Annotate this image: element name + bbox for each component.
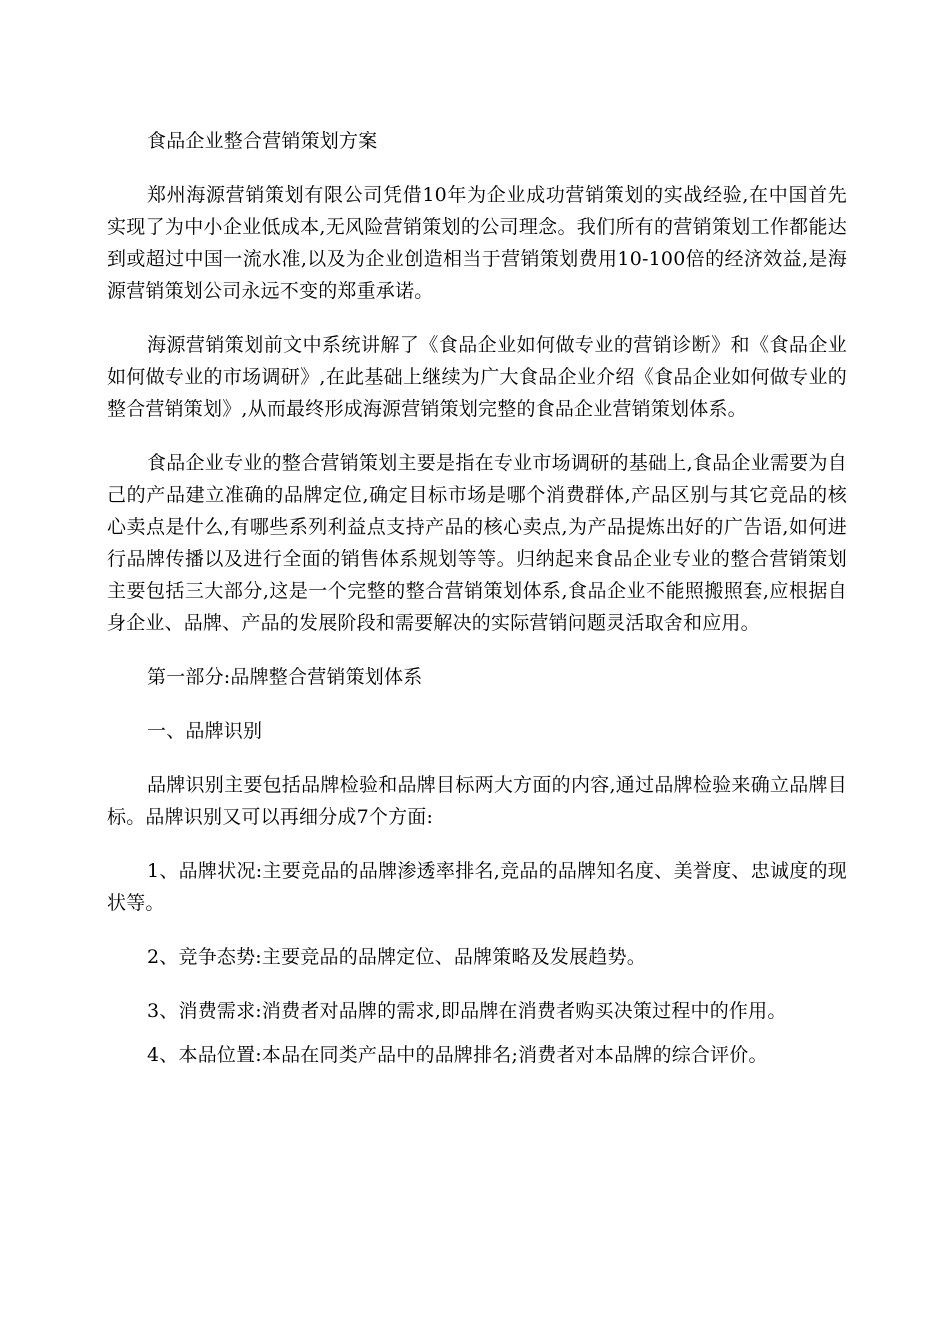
- paragraph-overview: 食品企业专业的整合营销策划主要是指在专业市场调研的基础上,食品企业需要为自己的产品建立准确的品牌定位,确定目标市场是哪个消费群体,产品区别与其它竞品的核心卖点是什么,有哪些系列利益点支持产品的核心卖点,为产品提炼出好的广告语,如何进行品牌传播以及进行全面的销售体系规划等等。归纳起来食品企业专业的整合营销策划主要包括三大部分,这是一个完整的整合营销策划体系,食品企业不能照搬照套,应根据自身企业、品牌、产品的发展阶段和需要解决的实际营销问题灵活取舍和应用。: [107, 452, 847, 634]
- part-heading: 第一部分:品牌整合营销策划体系: [147, 666, 423, 688]
- list-item: 1、品牌状况:主要竞品的品牌渗透率排名,竞品的品牌知名度、美誉度、忠诚度的现状等。: [107, 860, 847, 914]
- list-item: 2、竞争态势:主要竞品的品牌定位、品牌策略及发展趋势。: [147, 946, 646, 968]
- paragraph-background: 海源营销策划前文中系统讲解了《食品企业如何做专业的营销诊断》和《食品企业如何做专业的市场调研》,在此基础上继续为广大食品企业介绍《食品企业如何做专业的整合营销策划》,从而最终形成海源营销策划完整的食品企业营销策划体系。: [107, 334, 847, 420]
- list-item: 3、消费需求:消费者对品牌的需求,即品牌在消费者购买决策过程中的作用。: [147, 1000, 787, 1022]
- section-intro: 品牌识别主要包括品牌检验和品牌目标两大方面的内容,通过品牌检验来确立品牌目标。品牌识别又可以再细分成7个方面:: [107, 774, 847, 828]
- paragraph-intro: 郑州海源营销策划有限公司凭借10年为企业成功营销策划的实战经验,在中国首先实现了为中小企业低成本,无风险营销策划的公司理念。我们所有的营销策划工作都能达到或超过中国一流水准,以及为企业创造相当于营销策划费用10-100倍的经济效益,是海源营销策划公司永远不变的郑重承诺。: [107, 184, 847, 302]
- document-title: 食品企业整合营销策划方案: [147, 130, 378, 152]
- list-item: 4、本品位置:本品在同类产品中的品牌排名;消费者对本品牌的综合评价。: [147, 1044, 768, 1066]
- section-heading: 一、品牌识别: [147, 720, 263, 742]
- document-page: [107, 125, 847, 1071]
